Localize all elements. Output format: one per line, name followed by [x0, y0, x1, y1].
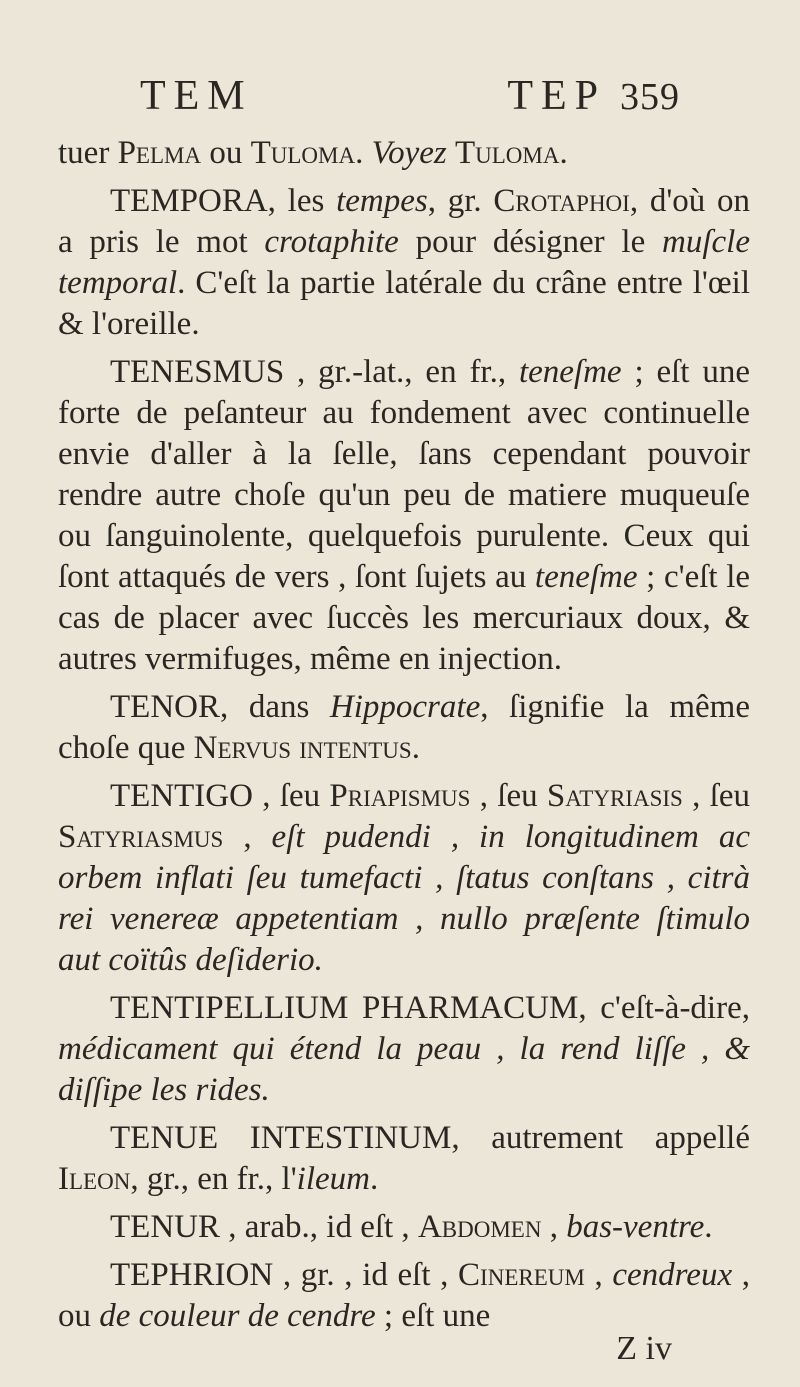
- text-segment: Ileon: [58, 1161, 131, 1197]
- text-segment: Satyriasmus: [58, 819, 224, 855]
- text-segment: TENUR , arab., id eſt ,: [110, 1209, 418, 1245]
- text-segment: TENTIGO , ſeu: [110, 778, 330, 814]
- text-segment: ,: [223, 819, 272, 855]
- text-segment: , ſeu: [470, 778, 547, 814]
- text-segment: pour désigner le: [398, 224, 663, 260]
- text-segment: Abdomen: [417, 1209, 542, 1245]
- entry-tentigo: [58, 776, 750, 981]
- entry-continued: [58, 133, 750, 174]
- entry-tephrion: [58, 1255, 750, 1337]
- text-segment: ,: [541, 1209, 567, 1245]
- text-segment: Nervus intentus: [193, 730, 412, 766]
- header-right-group: [507, 72, 680, 120]
- text-segment: tempes: [336, 183, 428, 219]
- text-segment: , ſignifie la même choſe que: [58, 689, 750, 766]
- text-segment: Pelma: [117, 135, 202, 171]
- text-segment: ; eſt une: [375, 1298, 491, 1334]
- text-segment: muſcle temporal: [58, 224, 750, 301]
- text-segment: Priapismus: [329, 778, 471, 814]
- text-segment: , ou: [58, 1257, 751, 1334]
- text-segment: ; c'eſt le cas de placer avec ſuccès les mercuriaux doux, & autres vermifuges, même en injection.: [58, 559, 751, 677]
- entry-tenesmus: [58, 352, 750, 680]
- text-segment: médicament qui étend la peau , la rend liſſe , & diſſipe les rides.: [58, 1031, 750, 1108]
- text-segment: crotaphite: [264, 224, 399, 260]
- entry-tenur: [58, 1207, 750, 1248]
- text-segment: TENOR, dans: [110, 689, 330, 725]
- entry-tempora: [58, 181, 750, 345]
- text-segment: .: [559, 135, 568, 171]
- dictionary-text: [58, 126, 750, 1337]
- text-segment: Hippocrate: [329, 689, 481, 725]
- text-segment: .: [355, 135, 372, 171]
- text-segment: cendreux: [612, 1257, 733, 1293]
- text-segment: .: [411, 730, 420, 766]
- header-right-guide-word: TEP: [507, 73, 606, 119]
- text-segment: bas-ventre: [566, 1209, 705, 1245]
- text-segment: . C'eſt la partie latérale du crâne entre l'œil & l'oreille.: [58, 265, 750, 342]
- entry-tentipellium: [58, 988, 750, 1111]
- text-segment: ou: [201, 135, 251, 171]
- text-segment: Cinereum: [458, 1257, 585, 1293]
- running-header: [140, 72, 680, 122]
- text-segment: teneſme: [534, 559, 638, 595]
- text-segment: Tuloma: [250, 135, 356, 171]
- text-segment: .: [704, 1209, 713, 1245]
- text-segment: ,: [584, 1257, 613, 1293]
- text-segment: TENESMUS , gr.-lat., en fr.,: [110, 354, 519, 390]
- text-segment: Crotaphoi: [493, 183, 630, 219]
- text-segment: TENTIPELLIUM PHARMACUM, c'eſt-à-dire,: [110, 990, 750, 1026]
- text-segment: TEPHRION , gr. , id eſt ,: [110, 1257, 459, 1293]
- text-segment: Tuloma: [454, 135, 560, 171]
- signature-mark: Z iv: [616, 1330, 672, 1367]
- entry-tenue-intestinum: [58, 1118, 750, 1200]
- header-left-guide-word: TEM: [140, 73, 253, 119]
- text-segment: ileum: [296, 1161, 370, 1197]
- page-number: 359: [620, 76, 680, 118]
- text-segment: .: [369, 1161, 379, 1197]
- text-segment: TENUE INTESTINUM, autrement appellé: [110, 1120, 750, 1156]
- text-segment: eſt pudendi , in longitudinem ac orbem inflati ſeu tumefacti , ſtatus conſtans , citrà rei venereæ appetentiam , nullo præſente ſtimulo aut coïtûs deſiderio.: [58, 819, 750, 978]
- text-segment: , gr., en fr., l': [130, 1161, 297, 1197]
- text-segment: Voyez: [371, 135, 447, 171]
- text-segment: TEMPORA, les: [110, 183, 337, 219]
- text-segment: [447, 135, 455, 171]
- text-segment: , d'où on a pris le mot: [58, 183, 751, 260]
- text-segment: tuer: [58, 135, 118, 171]
- entry-tenor: [58, 687, 750, 769]
- text-segment: ; eſt une forte de peſanteur au fondement avec continuelle envie d'aller à la ſelle, ſans cependant pouvoir rendre autre choſe qu'un peu de matiere muqueuſe ou ſanguinolente, quelquefois purulente. Ceux qui ſont attaqués de vers , ſont ſujets au: [58, 354, 750, 595]
- text-segment: de couleur de cendre: [99, 1298, 376, 1334]
- text-segment: teneſme: [518, 354, 622, 390]
- text-segment: , gr.: [427, 183, 494, 219]
- text-segment: Satyriasis: [546, 778, 683, 814]
- text-segment: , ſeu: [682, 778, 750, 814]
